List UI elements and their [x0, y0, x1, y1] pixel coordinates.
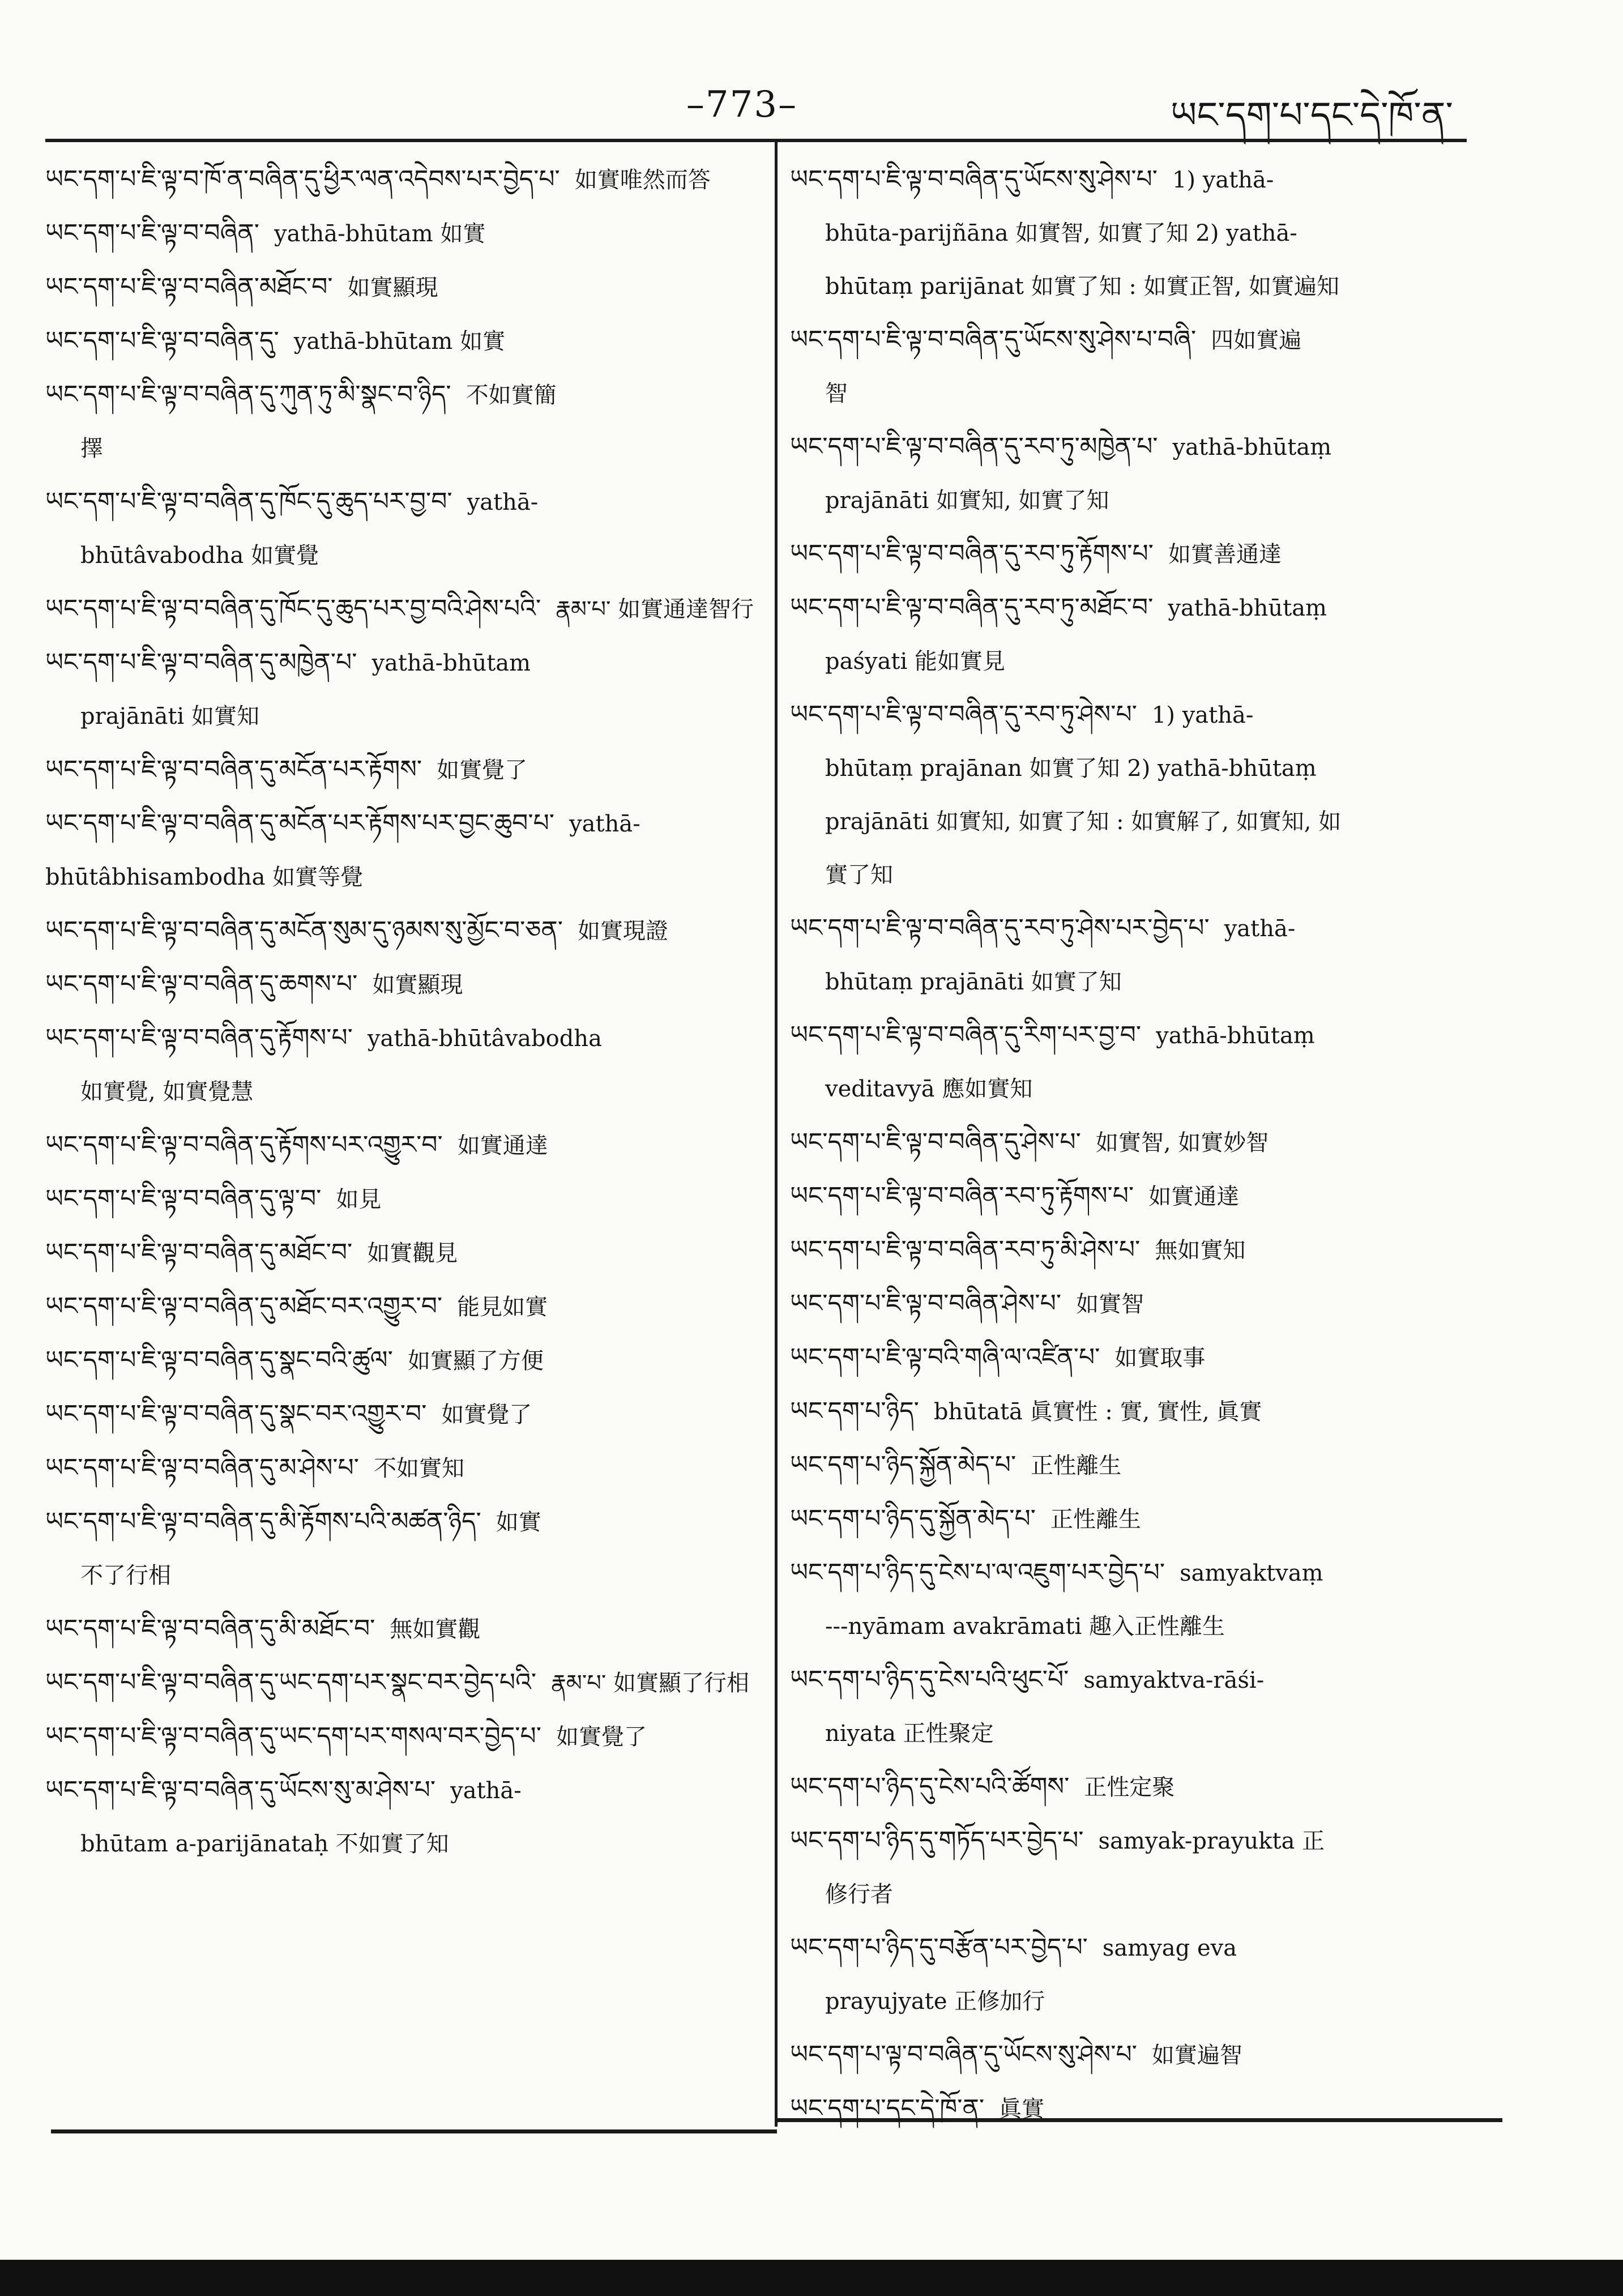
dictionary-entry	[790, 2028, 1506, 2082]
entry-gloss-continuation: 擇	[80, 436, 103, 462]
dictionary-entry	[790, 1009, 1506, 1116]
dictionary-entry	[45, 207, 759, 261]
dictionary-entry	[45, 314, 759, 368]
entry-headword: ཡང་དག་པ་ཇི་ལྟ་བ་བཞིན་དུ་ཀུན་ཏུ་མི་སྣང་བ་ཉིད་	[45, 380, 451, 409]
entry-headword: ཡང་དག་པ་ཇི་ལྟ་བ་བཞིན་དུ་མཁྱེན་པ་	[45, 648, 357, 677]
entry-gloss-continuation: prajānāti 如實知	[80, 703, 260, 729]
entry-gloss-continuation: 修行者	[825, 1881, 893, 1907]
dictionary-entry	[790, 527, 1506, 581]
entry-headword: ཡང་དག་པ་ཉིད་དུ་ངེས་པའི་ཕུང་པོ་	[790, 1665, 1069, 1694]
dictionary-entry	[45, 958, 759, 1012]
entry-headword: ཡང་དག་པ་ཇི་ལྟ་བ་བཞིན་དུ་མ་ཤེས་པ་	[45, 1453, 359, 1482]
entry-headword: ཡང་དག་པ་ཇི་ལྟ་བ་བཞིན་དུ་ཡོངས་སུ་ཤེས་པ་	[790, 165, 1158, 194]
dictionary-entry	[45, 1012, 759, 1119]
dictionary-entry	[45, 797, 759, 904]
dictionary-entry	[45, 153, 759, 207]
entry-headword: ཡང་དག་པ་ཇི་ལྟ་བ་བཞིན་དུ་རིག་པར་བྱ་བ་	[790, 1021, 1142, 1049]
dictionary-entry	[790, 313, 1506, 420]
entry-gloss: yathā-	[467, 489, 539, 515]
entry-headword: ཡང་དག་པ་ཇི་ལྟ་བ་བཞིན་དུ་རབ་ཏུ་མཐོང་བ་	[790, 593, 1154, 622]
entry-gloss-continuation: bhūtam a-parijānataḥ 不如實了知	[80, 1831, 449, 1857]
dictionary-entry	[45, 904, 759, 958]
entry-gloss: yathā-bhūtam 如實	[293, 328, 506, 355]
entry-headword: ཡང་དག་པ་ཇི་ལྟ་བ་བཞིན་དུ་མཐོང་བ་	[45, 1238, 353, 1267]
entry-gloss-continuation: bhūtâvabodha 如實覺	[80, 543, 319, 569]
entry-headword: ཡང་དག་པ་ཇི་ལྟ་བ་བཞིན་དུ་རབ་ཏུ་ཤེས་པར་བྱེད་པ་	[790, 914, 1210, 942]
dictionary-entry	[790, 1492, 1506, 1546]
entry-gloss-continuation: 如實覺, 如實覺慧	[80, 1079, 254, 1105]
dictionary-entry	[45, 1441, 759, 1495]
top-rule	[45, 139, 1467, 142]
entry-headword: ཡང་དག་པ་ཇི་ལྟ་བ་བཞིན་དུ་རྟོགས་པ་	[45, 1023, 353, 1052]
dictionary-entry	[45, 1710, 759, 1764]
entry-headword: ཡང་དག་པ་ཇི་ལྟ་བ་བཞིན་དུ་མངོན་སུམ་དུ་ཉམས་སུ་མྱོང་བ་ཅན་	[45, 916, 563, 945]
dictionary-entry	[45, 1226, 759, 1280]
entry-gloss: 如實取事	[1114, 1345, 1206, 1371]
entry-gloss: 無如實觀	[390, 1616, 481, 1642]
entry-gloss-continuation: veditavyā 應如實知	[825, 1076, 1033, 1102]
entry-gloss: 不如實知	[373, 1456, 464, 1482]
dictionary-entry	[45, 582, 759, 636]
entry-headword: ཡང་དག་པ་ཇི་ལྟ་བ་བཞིན་དུ་ཤེས་པ་	[790, 1128, 1081, 1156]
entry-gloss: yathā-bhūtâvabodha	[367, 1026, 602, 1052]
entry-headword: ཡང་དག་པ་དང་དེ་ཁོ་ན་	[790, 2094, 985, 2123]
entry-gloss-continuation: 不了行相	[80, 1563, 171, 1589]
entry-gloss: 如實智, 如實妙智	[1095, 1130, 1269, 1156]
entry-headword: ཡང་དག་པ་ཇི་ལྟ་བ་བཞིན་དུ་	[45, 326, 279, 355]
entry-gloss: 如實通達	[1148, 1184, 1240, 1210]
entry-headword: ཡང་དག་པ་ཇི་ལྟ་བ་བཞིན་དུ་ཆགས་པ་	[45, 970, 358, 998]
dictionary-entry	[790, 1331, 1506, 1385]
entry-headword: ཡང་དག་པ་ཇི་ལྟ་བ་བཞིན་དུ་ཡོངས་སུ་མ་ཤེས་པ་	[45, 1776, 436, 1804]
entry-headword: ཡང་དག་པ་ཇི་ལྟ་བ་བཞིན་དུ་ཁོང་དུ་ཆུད་པར་བྱ་བ་	[45, 487, 452, 516]
entry-headword: ཡང་དག་པ་ཉིད་སྐྱོན་མེད་པ་	[790, 1450, 1016, 1479]
dictionary-entry	[45, 261, 759, 314]
entry-gloss: 如實	[496, 1509, 541, 1535]
entry-gloss-continuation: bhūtaṃ parijānat 如實了知 : 如實正智, 如實遍知	[825, 274, 1340, 300]
entry-headword: ཡང་དག་པ་ཇི་ལྟ་བ་བཞིན་དུ་ཡོངས་སུ་ཤེས་པ་བཞི་	[790, 325, 1197, 354]
entry-gloss: bhūtatā 眞實性 : 實, 實性, 眞實	[933, 1399, 1262, 1425]
right-column	[790, 153, 1506, 2136]
dictionary-entry	[45, 475, 759, 582]
dictionary-entry	[790, 153, 1506, 313]
bottom-rule-left	[51, 2129, 777, 2133]
entry-gloss: 如實現證	[577, 918, 668, 944]
entry-gloss: 如實善通達	[1168, 541, 1282, 567]
dictionary-entry	[790, 1385, 1506, 1439]
entry-gloss: 無如實知	[1155, 1237, 1246, 1264]
entry-headword: ཡང་དག་པ་ཉིད་དུ་གཏོད་པར་བྱེད་པ་	[790, 1826, 1084, 1855]
entry-gloss: 如實覺了	[441, 1402, 532, 1428]
entry-gloss: རྣམ་པ་ 如實通達智行	[556, 596, 754, 622]
entry-headword: ཡང་དག་པ་ཇི་ལྟ་བ་བཞིན་དུ་མངོན་པར་རྟོགས་	[45, 755, 422, 784]
entry-gloss: yathā-	[1224, 916, 1296, 942]
entry-gloss: yathā-bhūtam	[371, 650, 531, 676]
entry-gloss: yathā-bhūtaṃ	[1168, 595, 1327, 621]
entry-headword: ཡང་དག་པ་ཇི་ལྟ་བ་བཞིན་དུ་རབ་ཏུ་ཤེས་པ་	[790, 700, 1137, 729]
running-head: ཡང་དག་པ་དང་དེ་ཁོ་ན་	[1170, 95, 1453, 136]
entry-gloss-continuation: prajānāti 如實知, 如實了知	[825, 488, 1109, 514]
dictionary-entry	[45, 1280, 759, 1334]
dictionary-entry	[790, 1170, 1506, 1223]
dictionary-entry	[45, 1172, 759, 1226]
entry-gloss: རྣམ་པ་ 如實顯了行相	[551, 1670, 749, 1696]
entry-gloss: yathā-bhūtam 如實	[274, 221, 486, 247]
dictionary-entry	[45, 743, 759, 797]
entry-gloss: 如實智	[1076, 1291, 1144, 1317]
dictionary-entry	[790, 1546, 1506, 1653]
entry-headword: ཡང་དག་པ་ཇི་ལྟ་བ་བཞིན་དུ་མཐོང་བར་འགྱུར་བ་	[45, 1292, 443, 1321]
entry-gloss-continuation: ---nyāmam avakrāmati 趣入正性離生	[825, 1614, 1225, 1640]
entry-headword: ཡང་དག་པ་ཇི་ལྟ་བ་བཞིན་དུ་རྟོགས་པར་འགྱུར་བ་	[45, 1130, 443, 1159]
entry-gloss-continuation: prayujyate 正修加行	[825, 1988, 1045, 2015]
dictionary-entry	[790, 1653, 1506, 1760]
entry-headword: ཡང་དག་པ་ཇི་ལྟ་བ་ཁོ་ན་བཞིན་དུ་ཕྱིར་ལན་འདེབས་པར་བྱེད་པ་	[45, 165, 560, 194]
entry-gloss: samyag eva	[1102, 1935, 1237, 1961]
dictionary-entry	[45, 1119, 759, 1172]
entry-gloss: 如見	[336, 1187, 382, 1213]
entry-headword: ཡང་དག་པ་ཇི་ལྟ་བ་བཞིན་དུ་མངོན་པར་རྟོགས་པར་བྱང་ཆུབ་པ་	[45, 809, 555, 838]
entry-headword: ཡང་དག་པ་ཉིད་དུ་ངེས་པ་ལ་འཇུག་པར་བྱེད་པ་	[790, 1558, 1165, 1587]
entry-headword: ཡང་དག་པ་ཇི་ལྟ་བའི་གཞི་ལ་འཛིན་པ་	[790, 1343, 1100, 1372]
entry-gloss-continuation: 實了知	[825, 862, 893, 888]
dictionary-entry	[45, 1495, 759, 1602]
entry-headword: ཡང་དག་པ་ཇི་ལྟ་བ་བཞིན་	[45, 219, 260, 247]
entry-headword: ཡང་དག་པ་ཇི་ལྟ་བ་བཞིན་ཤེས་པ་	[790, 1289, 1062, 1318]
dictionary-entry	[790, 1223, 1506, 1277]
entry-headword: ཡང་དག་པ་ཇི་ལྟ་བ་བཞིན་དུ་ལྟ་བ་	[45, 1184, 322, 1213]
entry-gloss: 1) yathā-	[1172, 167, 1274, 193]
dictionary-entry	[45, 1334, 759, 1388]
entry-headword: ཡང་དག་པ་ཇི་ལྟ་བ་བཞིན་དུ་ཡང་དག་པར་གསལ་བར་བྱེད་པ་	[45, 1722, 541, 1751]
entry-gloss: 如實顯了方便	[407, 1348, 544, 1374]
entry-gloss: yathā-bhūtaṃ	[1172, 434, 1332, 460]
entry-gloss: yathā-bhūtaṃ	[1156, 1023, 1315, 1049]
dictionary-entry	[45, 1764, 759, 1871]
entry-headword: ཡང་དག་པ་ཉིད་དུ་ངེས་པའི་ཚོགས་	[790, 1772, 1070, 1801]
dictionary-entry	[45, 1602, 759, 1656]
left-column	[45, 153, 759, 1871]
entry-gloss-continuation: niyata 正性聚定	[825, 1721, 994, 1747]
entry-gloss: 1) yathā-	[1151, 702, 1254, 728]
dictionary-entry	[790, 1814, 1506, 1921]
dictionary-entry	[45, 1388, 759, 1441]
entry-headword: ཡང་དག་པ་ཉིད་	[790, 1397, 919, 1426]
dictionary-entry	[45, 1656, 759, 1710]
entry-gloss-continuation: prajānāti 如實知, 如實了知 : 如實解了, 如實知, 如	[825, 809, 1342, 835]
dictionary-entry	[790, 1277, 1506, 1331]
entry-gloss: 正性定聚	[1084, 1774, 1175, 1800]
entry-gloss: yathā-bhūtâbhisambodha 如實等覺	[45, 811, 640, 890]
entry-gloss: 如實顯現	[347, 275, 438, 301]
entry-gloss: samyaktvaṃ	[1180, 1560, 1323, 1586]
entry-gloss: 如實覺了	[556, 1724, 647, 1750]
entry-gloss-continuation: bhūtaṃ prajānan 如實了知 2) yathā-bhūtaṃ	[825, 756, 1317, 782]
entry-gloss: 如實觀見	[367, 1240, 458, 1266]
entry-gloss: 如實遍智	[1151, 2042, 1242, 2068]
entry-gloss: 如實覺了	[437, 757, 528, 783]
entry-headword: ཡང་དག་པ་ལྟ་བ་བཞིན་དུ་ཡོངས་སུ་ཤེས་པ་	[790, 2040, 1137, 2069]
dictionary-entry	[790, 420, 1506, 527]
entry-headword: ཡང་དག་པ་ཇི་ལྟ་བ་བཞིན་དུ་རབ་ཏུ་མཁྱེན་པ་	[790, 432, 1158, 461]
dictionary-entry	[790, 581, 1506, 688]
dictionary-entry	[45, 368, 759, 475]
entry-gloss: 正性離生	[1031, 1453, 1122, 1479]
page-number: –773–	[686, 84, 798, 126]
entry-headword: ཡང་དག་པ་ཇི་ལྟ་བ་བཞིན་དུ་རབ་ཏུ་རྟོགས་པ་	[790, 539, 1154, 568]
column-divider	[775, 142, 778, 2127]
dictionary-entry	[790, 1760, 1506, 1814]
entry-gloss-continuation: bhūtaṃ prajānāti 如實了知	[825, 969, 1122, 995]
dictionary-entry	[790, 688, 1506, 902]
entry-headword: ཡང་དག་པ་ཇི་ལྟ་བ་བཞིན་དུ་སྣང་བར་འགྱུར་བ་	[45, 1399, 427, 1428]
dictionary-entry	[790, 1921, 1506, 2028]
entry-gloss: samyaktva-rāśi-	[1083, 1667, 1265, 1693]
entry-gloss: 正性離生	[1050, 1507, 1141, 1533]
dictionary-entry	[790, 1439, 1506, 1492]
entry-gloss: 眞實	[999, 2096, 1045, 2122]
entry-headword: ཡང་དག་པ་ཇི་ལྟ་བ་བཞིན་དུ་ཁོང་དུ་ཆུད་པར་བྱ་བའི་ཤེས་པའི་	[45, 594, 541, 623]
dictionary-entry	[790, 2082, 1506, 2136]
entry-gloss: yathā-	[450, 1778, 522, 1804]
entry-headword: ཡང་དག་པ་ཉིད་དུ་སྐྱོན་མེད་པ་	[790, 1504, 1036, 1533]
entry-gloss-continuation: bhūta-parijñāna 如實智, 如實了知 2) yathā-	[825, 220, 1297, 246]
entry-gloss: 如實顯現	[372, 972, 463, 998]
entry-headword: ཡང་དག་པ་ཇི་ལྟ་བ་བཞིན་དུ་སྣང་བའི་ཚུལ་	[45, 1346, 393, 1375]
entry-gloss: 不如實簡	[465, 382, 557, 408]
entry-gloss: 能見如實	[457, 1294, 548, 1320]
entry-gloss: 如實通達	[457, 1133, 548, 1159]
entry-headword: ཡང་དག་པ་ཇི་ལྟ་བ་བཞིན་དུ་ཡང་དག་པར་སྣང་བར་བྱེད་པའི་	[45, 1668, 537, 1697]
entry-gloss: samyak-prayukta 正	[1098, 1828, 1325, 1854]
entry-gloss: 四如實遍	[1211, 327, 1302, 353]
entry-gloss: 如實唯然而答	[574, 167, 711, 193]
entry-gloss-continuation: 智	[825, 381, 848, 407]
entry-headword: ཡང་དག་པ་ཇི་ལྟ་བ་བཞིན་དུ་མི་མཐོང་བ་	[45, 1614, 375, 1643]
dictionary-entry	[790, 1116, 1506, 1170]
dictionary-entry	[45, 636, 759, 743]
scan-edge-band	[0, 2260, 1623, 2296]
entry-gloss-continuation: paśyati 能如實見	[825, 648, 1006, 675]
entry-headword: ཡང་དག་པ་ཉིད་དུ་བརྩོན་པར་བྱེད་པ་	[790, 1933, 1088, 1962]
entry-headword: ཡང་དག་པ་ཇི་ལྟ་བ་བཞིན་མཐོང་བ་	[45, 272, 333, 301]
entry-headword: ཡང་དག་པ་ཇི་ལྟ་བ་བཞིན་རབ་ཏུ་མི་ཤེས་པ་	[790, 1235, 1141, 1264]
dictionary-entry	[790, 902, 1506, 1009]
entry-headword: ཡང་དག་པ་ཇི་ལྟ་བ་བཞིན་དུ་མི་རྟོགས་པའི་མཚན་ཉིད་	[45, 1507, 481, 1536]
entry-headword: ཡང་དག་པ་ཇི་ལྟ་བ་བཞིན་རབ་ཏུ་རྟོགས་པ་	[790, 1181, 1134, 1210]
